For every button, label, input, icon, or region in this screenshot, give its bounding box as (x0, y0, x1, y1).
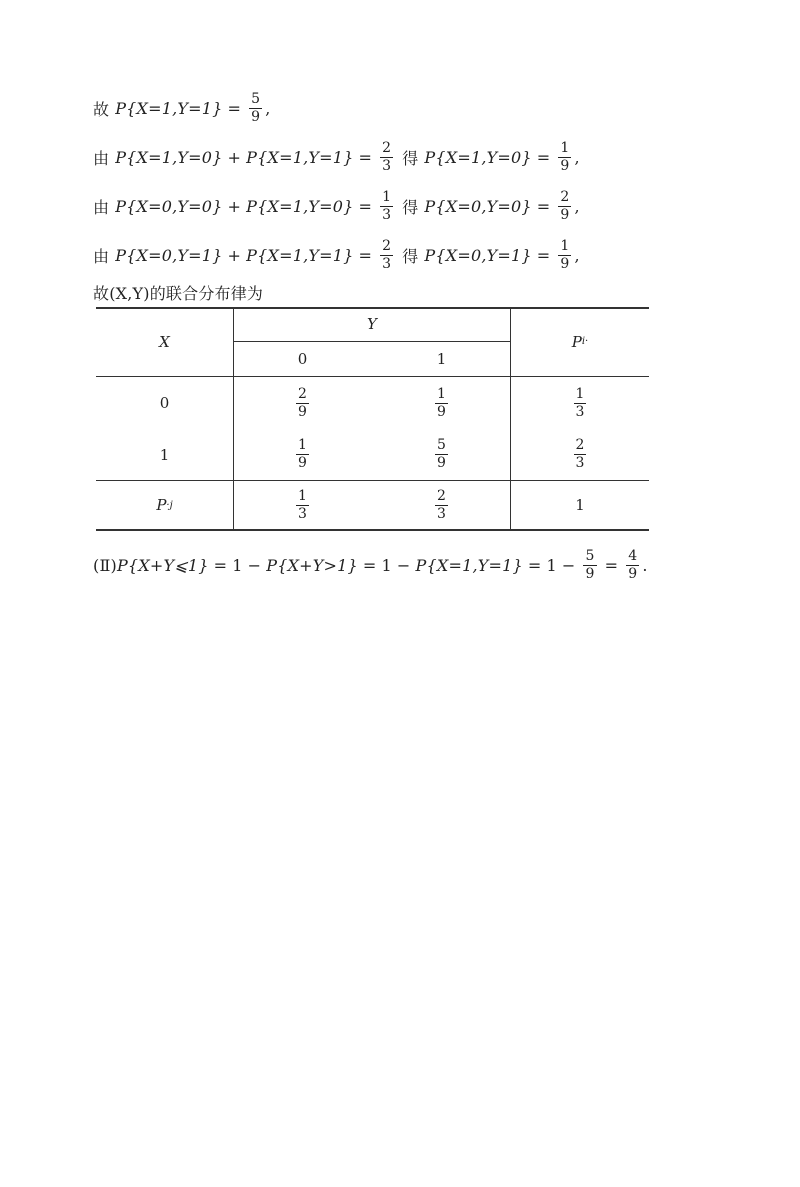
cell-p1-marginal: $\frac{2}{3}$ (575, 437, 585, 471)
table-intro-line (93, 281, 263, 304)
cell-p00: $\frac{2}{9}$ (298, 385, 307, 420)
joint-distribution-table (96, 307, 649, 531)
text-obtain: 得 (402, 197, 419, 217)
equals-sign: = (358, 147, 373, 167)
equals-sign: = (362, 555, 377, 575)
fraction: $\frac{1}{3}$ (382, 189, 392, 223)
number-one: 1 (546, 555, 557, 575)
fraction: $\frac{2}{9}$ (560, 189, 570, 223)
plus-sign: + (227, 245, 242, 265)
header-y: Y (367, 315, 377, 333)
header-x: X (159, 332, 170, 351)
text-from: 由 (93, 246, 110, 266)
number-one: 1 (232, 555, 243, 575)
prob-expression-c: P{X=0,Y=0} (424, 196, 532, 216)
period: . (642, 555, 648, 575)
header-y-value-1: 1 (436, 350, 447, 368)
comma: , (265, 98, 271, 118)
cell-total: 1 (575, 496, 585, 514)
footer-marginal-pj: P ·j (156, 496, 173, 514)
row-x-0: 0 (159, 394, 170, 412)
prob-expression-a: P{X=0,Y=1} (115, 245, 223, 265)
fraction: $\frac{2}{3}$ (382, 140, 392, 174)
part-2-line (93, 549, 648, 581)
equals-sign: = (536, 245, 551, 265)
equals-sign: = (604, 555, 619, 575)
equals-sign: = (358, 245, 373, 265)
minus-sign: − (396, 555, 411, 575)
text-therefore: 故 (93, 99, 110, 119)
plus-sign: + (227, 147, 242, 167)
equals-sign: = (213, 555, 228, 575)
cell-p10: $\frac{1}{9}$ (298, 437, 307, 471)
prob-expression-c: P{X=0,Y=1} (424, 245, 532, 265)
minus-sign: − (561, 555, 576, 575)
fraction: $\frac{1}{9}$ (560, 140, 570, 174)
prob-expression-a: P{X=0,Y=0} (115, 196, 223, 216)
table-intro-text: 故(X,Y)的联合分布律为 (93, 284, 264, 303)
prob-expression-b: P{X=1,Y=1} (246, 245, 354, 265)
text-obtain: 得 (402, 148, 419, 168)
text-from: 由 (93, 148, 110, 168)
minus-sign: − (247, 555, 262, 575)
header-y-value-0: 0 (297, 350, 308, 368)
equals-sign: = (536, 147, 551, 167)
derivation-line-3 (93, 190, 580, 222)
cell-p01: $\frac{1}{9}$ (437, 385, 446, 420)
fraction: $\frac{4}{9}$ (628, 548, 638, 582)
fraction: $\frac{5}{9}$ (251, 91, 261, 125)
plus-sign: + (227, 196, 242, 216)
prob-expression-b: P{X=1,Y=0} (246, 196, 354, 216)
cell-pj-1: $\frac{2}{3}$ (437, 487, 446, 522)
cell-pj-0: $\frac{1}{3}$ (298, 487, 307, 522)
equals-sign: = (227, 98, 242, 118)
prob-expression-b: P{X=1,Y=1} (246, 147, 354, 167)
equals-sign: = (536, 196, 551, 216)
fraction: $\frac{5}{9}$ (585, 548, 595, 582)
prob-expression-3: P{X=1,Y=1} (415, 555, 523, 575)
cell-p11: $\frac{5}{9}$ (437, 437, 446, 471)
derivation-line-2 (93, 141, 580, 173)
prob-expression-2: P{X+Y>1} (266, 555, 358, 575)
header-marginal-pi: P i· (571, 332, 589, 351)
row-x-1: 1 (159, 445, 170, 464)
prob-expression: P{X=1,Y=1} (115, 98, 223, 118)
table-bottom-rule (96, 529, 649, 531)
prob-expression-c: P{X=1,Y=0} (424, 147, 532, 167)
comma: , (574, 245, 580, 265)
comma: , (574, 196, 580, 216)
text-obtain: 得 (402, 246, 419, 266)
text-from: 由 (93, 197, 110, 217)
prob-expression-1: P{X+Y⩽1} (116, 555, 209, 575)
equals-sign: = (358, 196, 373, 216)
fraction: $\frac{1}{9}$ (560, 238, 570, 272)
cell-p0-marginal: $\frac{1}{3}$ (575, 385, 585, 420)
derivation-line-4 (93, 239, 580, 271)
prob-expression-a: P{X=1,Y=0} (115, 147, 223, 167)
equals-sign: = (527, 555, 542, 575)
fraction: $\frac{2}{3}$ (382, 238, 392, 272)
result-line-1 (93, 92, 271, 124)
part-2-label: (Ⅱ) (93, 555, 117, 575)
comma: , (574, 147, 580, 167)
number-one: 1 (381, 555, 392, 575)
